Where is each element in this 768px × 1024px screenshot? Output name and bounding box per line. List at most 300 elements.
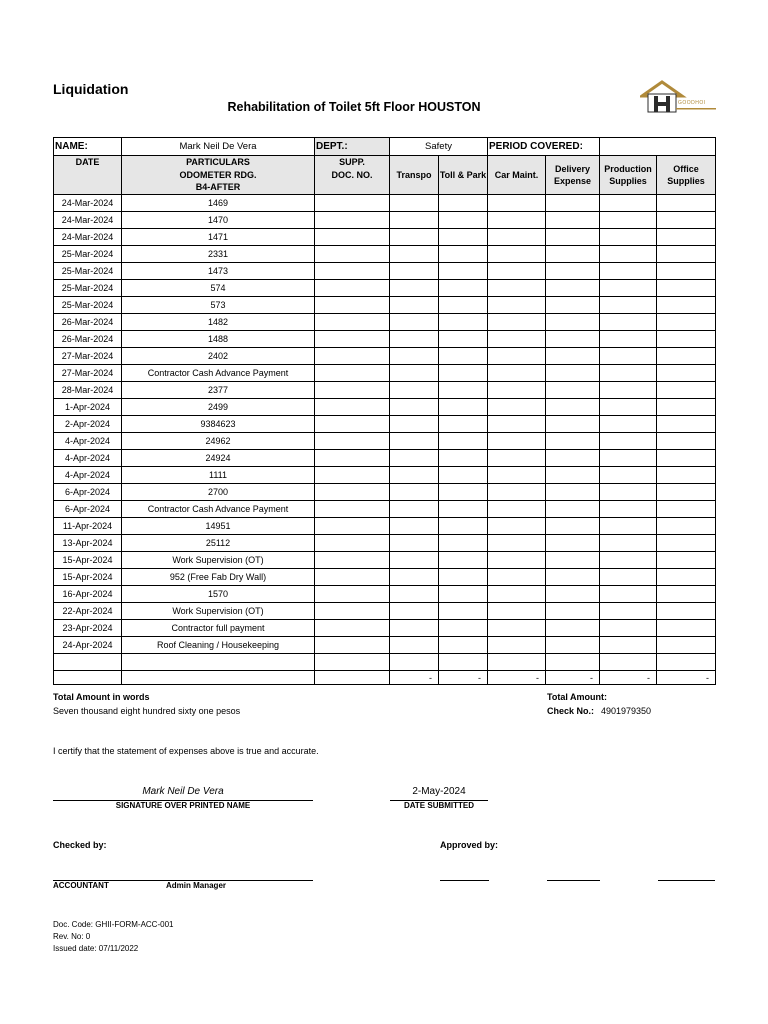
approval-line-3	[658, 880, 715, 881]
row-empty-cell	[315, 569, 390, 586]
row-particulars: 1570	[122, 586, 315, 603]
row-empty-cell	[600, 467, 657, 484]
row-empty-cell	[546, 365, 600, 382]
row-empty-cell	[657, 297, 716, 314]
row-empty-cell	[488, 654, 546, 671]
row-date: 27-Mar-2024	[54, 348, 122, 365]
row-date: 2-Apr-2024	[54, 416, 122, 433]
table-row	[54, 246, 716, 263]
row-empty-cell	[600, 331, 657, 348]
row-empty-cell	[657, 586, 716, 603]
row-empty-cell	[600, 382, 657, 399]
row-empty-cell	[439, 314, 488, 331]
row-empty-cell	[546, 263, 600, 280]
row-particulars: Work Supervision (OT)	[122, 603, 315, 620]
row-empty-cell	[546, 348, 600, 365]
row-empty-cell	[600, 569, 657, 586]
table-row	[54, 399, 716, 416]
row-empty-cell	[315, 229, 390, 246]
row-date: 16-Apr-2024	[54, 586, 122, 603]
row-empty-cell	[657, 212, 716, 229]
col-transpo-text: Transpo	[396, 169, 432, 180]
row-empty-cell	[657, 382, 716, 399]
row-empty-cell	[546, 195, 600, 212]
table-row	[54, 552, 716, 569]
row-particulars: 1482	[122, 314, 315, 331]
table-row	[54, 348, 716, 365]
row-empty-cell	[439, 535, 488, 552]
row-empty-cell	[600, 365, 657, 382]
row-empty-cell	[546, 620, 600, 637]
row-empty-cell	[488, 484, 546, 501]
row-empty-cell	[439, 637, 488, 654]
row-empty-cell	[600, 535, 657, 552]
row-empty-cell	[657, 450, 716, 467]
row-empty-cell	[546, 280, 600, 297]
rev-no: Rev. No: 0	[53, 932, 91, 941]
table-row	[54, 484, 716, 501]
row-empty-cell	[488, 501, 546, 518]
row-empty-cell	[546, 382, 600, 399]
table-row	[54, 263, 716, 280]
row-empty-cell	[546, 586, 600, 603]
row-empty-cell	[546, 331, 600, 348]
row-empty-cell	[390, 433, 439, 450]
row-particulars: Roof Cleaning / Housekeeping	[122, 637, 315, 654]
logo-text: GOODHOI	[678, 100, 706, 106]
row-date: 22-Apr-2024	[54, 603, 122, 620]
row-empty-cell	[657, 331, 716, 348]
row-date: 25-Mar-2024	[54, 246, 122, 263]
row-particulars: 952 (Free Fab Dry Wall)	[122, 569, 315, 586]
col-car-text: Car Maint.	[494, 169, 539, 180]
table-row	[54, 637, 716, 654]
row-empty-cell	[315, 433, 390, 450]
row-empty-cell	[488, 229, 546, 246]
table-row	[54, 229, 716, 246]
row-empty-cell	[600, 195, 657, 212]
row-empty-cell	[315, 450, 390, 467]
row-empty-cell	[390, 654, 439, 671]
row-empty-cell	[315, 467, 390, 484]
row-empty-cell	[315, 297, 390, 314]
row-empty-cell	[600, 229, 657, 246]
row-empty-cell	[488, 297, 546, 314]
row-empty-cell	[390, 280, 439, 297]
row-empty-cell	[315, 603, 390, 620]
row-empty-cell	[390, 212, 439, 229]
row-empty-cell	[439, 467, 488, 484]
row-empty-cell	[315, 331, 390, 348]
row-empty-cell	[439, 365, 488, 382]
col-toll-text: Toll & Park	[439, 169, 487, 180]
row-empty-cell	[546, 416, 600, 433]
row-date: 26-Mar-2024	[54, 314, 122, 331]
row-empty-cell	[390, 263, 439, 280]
row-empty-cell	[390, 195, 439, 212]
admin-manager-label: Admin Manager	[166, 881, 227, 890]
row-empty-cell	[600, 654, 657, 671]
row-empty-cell	[439, 348, 488, 365]
row-empty-cell	[600, 552, 657, 569]
row-empty-cell	[488, 246, 546, 263]
row-date: 28-Mar-2024	[54, 382, 122, 399]
row-date: 25-Mar-2024	[54, 263, 122, 280]
row-particulars: Contractor Cash Advance Payment	[122, 365, 315, 382]
col-particulars-line1: PARTICULARS	[186, 157, 250, 167]
row-empty-cell	[657, 467, 716, 484]
col-supp-line1: SUPP.	[339, 157, 365, 167]
row-particulars: 2700	[122, 484, 315, 501]
row-particulars	[122, 654, 315, 671]
row-empty-cell	[488, 365, 546, 382]
total-production: -	[600, 671, 657, 685]
col-office-supplies	[657, 156, 716, 195]
row-empty-cell	[600, 348, 657, 365]
row-date: 24-Mar-2024	[54, 229, 122, 246]
row-empty-cell	[390, 603, 439, 620]
col-date-text: DATE	[75, 157, 100, 167]
row-empty-cell	[600, 637, 657, 654]
table-row	[54, 535, 716, 552]
row-empty-cell	[657, 552, 716, 569]
row-empty-cell	[600, 399, 657, 416]
row-particulars: 574	[122, 280, 315, 297]
table-row	[54, 654, 716, 671]
document-title: Liquidation	[53, 81, 129, 97]
row-particulars: 25112	[122, 535, 315, 552]
row-empty-cell	[315, 365, 390, 382]
date-submitted-label: DATE SUBMITTED	[403, 801, 475, 810]
row-empty-cell	[390, 467, 439, 484]
table-row	[54, 569, 716, 586]
table-row	[54, 433, 716, 450]
row-empty-cell	[439, 501, 488, 518]
row-empty-cell	[546, 433, 600, 450]
row-particulars: 1469	[122, 195, 315, 212]
row-empty-cell	[315, 314, 390, 331]
totals-blank-particulars	[122, 671, 315, 685]
name-value: Mark Neil De Vera	[122, 138, 315, 156]
row-empty-cell	[657, 484, 716, 501]
row-particulars: 2331	[122, 246, 315, 263]
row-empty-cell	[546, 501, 600, 518]
table-row	[54, 212, 716, 229]
total-office: -	[657, 671, 716, 685]
row-empty-cell	[315, 246, 390, 263]
row-empty-cell	[546, 450, 600, 467]
row-empty-cell	[546, 535, 600, 552]
row-empty-cell	[488, 586, 546, 603]
row-empty-cell	[390, 450, 439, 467]
expense-rows	[54, 195, 716, 671]
row-empty-cell	[600, 263, 657, 280]
row-empty-cell	[488, 263, 546, 280]
row-empty-cell	[488, 314, 546, 331]
row-empty-cell	[600, 212, 657, 229]
approval-line-2	[547, 880, 600, 881]
col-particulars	[122, 156, 315, 195]
row-empty-cell	[390, 297, 439, 314]
row-empty-cell	[390, 518, 439, 535]
row-empty-cell	[600, 586, 657, 603]
row-empty-cell	[488, 620, 546, 637]
row-empty-cell	[657, 535, 716, 552]
row-date	[54, 654, 122, 671]
row-empty-cell	[657, 416, 716, 433]
row-empty-cell	[315, 212, 390, 229]
row-empty-cell	[546, 484, 600, 501]
row-empty-cell	[488, 416, 546, 433]
col-office-line2: Supplies	[667, 176, 705, 186]
table-row	[54, 280, 716, 297]
row-date: 11-Apr-2024	[54, 518, 122, 535]
row-empty-cell	[657, 314, 716, 331]
col-supp-line2: DOC. NO.	[331, 169, 373, 180]
col-production-supplies	[600, 156, 657, 195]
row-empty-cell	[488, 433, 546, 450]
liquidation-table	[53, 137, 716, 685]
doc-code: Doc. Code: GHII-FORM-ACC-001	[53, 920, 174, 929]
table-row	[54, 450, 716, 467]
col-car-maint	[488, 156, 546, 195]
row-empty-cell	[439, 450, 488, 467]
row-empty-cell	[439, 569, 488, 586]
col-date	[54, 156, 122, 195]
col-particulars-line2: ODOMETER RDG.	[179, 169, 257, 180]
row-date: 23-Apr-2024	[54, 620, 122, 637]
row-date: 25-Mar-2024	[54, 280, 122, 297]
company-logo	[640, 78, 718, 114]
row-empty-cell	[657, 654, 716, 671]
row-empty-cell	[390, 535, 439, 552]
row-empty-cell	[315, 416, 390, 433]
row-date: 4-Apr-2024	[54, 467, 122, 484]
row-empty-cell	[546, 297, 600, 314]
row-empty-cell	[488, 535, 546, 552]
row-date: 6-Apr-2024	[54, 484, 122, 501]
row-empty-cell	[657, 246, 716, 263]
accountant-label: ACCOUNTANT	[53, 881, 109, 890]
row-empty-cell	[600, 501, 657, 518]
table-row	[54, 620, 716, 637]
row-date: 13-Apr-2024	[54, 535, 122, 552]
row-empty-cell	[439, 280, 488, 297]
row-empty-cell	[657, 229, 716, 246]
row-empty-cell	[546, 467, 600, 484]
issued-date: Issued date: 07/11/2022	[53, 944, 139, 953]
check-no-label: Check No.:	[547, 706, 595, 716]
row-empty-cell	[315, 637, 390, 654]
table-row	[54, 195, 716, 212]
row-empty-cell	[315, 382, 390, 399]
name-label: NAME:	[54, 138, 122, 156]
col-office-line1: Office	[673, 163, 699, 174]
total-car: -	[488, 671, 546, 685]
row-empty-cell	[439, 603, 488, 620]
checked-by-label: Checked by:	[53, 840, 107, 850]
row-empty-cell	[315, 654, 390, 671]
row-particulars: 9384623	[122, 416, 315, 433]
date-submitted-value: 2-May-2024	[412, 786, 466, 797]
row-date: 24-Apr-2024	[54, 637, 122, 654]
row-empty-cell	[315, 620, 390, 637]
row-empty-cell	[390, 552, 439, 569]
row-empty-cell	[657, 501, 716, 518]
row-empty-cell	[439, 586, 488, 603]
row-empty-cell	[546, 212, 600, 229]
total-toll: -	[439, 671, 488, 685]
row-empty-cell	[600, 450, 657, 467]
row-empty-cell	[390, 314, 439, 331]
row-empty-cell	[315, 535, 390, 552]
row-empty-cell	[439, 331, 488, 348]
dept-label: DEPT.:	[315, 138, 390, 156]
row-empty-cell	[315, 586, 390, 603]
total-transpo: -	[390, 671, 439, 685]
row-empty-cell	[488, 467, 546, 484]
row-empty-cell	[546, 229, 600, 246]
row-empty-cell	[488, 348, 546, 365]
row-particulars: Contractor full payment	[122, 620, 315, 637]
row-empty-cell	[390, 569, 439, 586]
row-empty-cell	[439, 212, 488, 229]
col-delivery-line1: Delivery	[554, 163, 591, 174]
col-transpo	[390, 156, 439, 195]
amount-words-label: Total Amount in words	[53, 692, 150, 702]
row-empty-cell	[657, 620, 716, 637]
row-date: 27-Mar-2024	[54, 365, 122, 382]
row-particulars: 2402	[122, 348, 315, 365]
table-row	[54, 365, 716, 382]
row-empty-cell	[657, 433, 716, 450]
row-empty-cell	[546, 314, 600, 331]
signature-label: SIGNATURE OVER PRINTED NAME	[115, 801, 251, 810]
row-empty-cell	[315, 280, 390, 297]
row-particulars: Work Supervision (OT)	[122, 552, 315, 569]
row-empty-cell	[657, 569, 716, 586]
row-empty-cell	[488, 382, 546, 399]
totals-blank-supp	[315, 671, 390, 685]
certification-text: I certify that the statement of expenses above is true and accurate.	[53, 746, 319, 756]
subtitle-text: Rehabilitation of Toilet 5ft Floor HOUSTON	[227, 100, 481, 114]
row-particulars: 1488	[122, 331, 315, 348]
approval-line-1	[440, 880, 489, 881]
totals-blank-date	[54, 671, 122, 685]
row-empty-cell	[315, 501, 390, 518]
row-empty-cell	[390, 586, 439, 603]
row-empty-cell	[439, 263, 488, 280]
row-particulars: 2377	[122, 382, 315, 399]
row-date: 15-Apr-2024	[54, 552, 122, 569]
row-empty-cell	[439, 552, 488, 569]
row-empty-cell	[315, 518, 390, 535]
col-delivery-expense	[546, 156, 600, 195]
table-row	[54, 501, 716, 518]
row-empty-cell	[546, 246, 600, 263]
table-row	[54, 518, 716, 535]
row-empty-cell	[315, 263, 390, 280]
row-empty-cell	[657, 399, 716, 416]
row-empty-cell	[488, 552, 546, 569]
row-empty-cell	[546, 569, 600, 586]
row-empty-cell	[488, 637, 546, 654]
row-date: 15-Apr-2024	[54, 569, 122, 586]
row-empty-cell	[600, 297, 657, 314]
row-empty-cell	[657, 603, 716, 620]
column-header-row	[54, 156, 716, 195]
row-empty-cell	[439, 246, 488, 263]
row-empty-cell	[546, 654, 600, 671]
row-date: 26-Mar-2024	[54, 331, 122, 348]
row-empty-cell	[315, 484, 390, 501]
row-particulars: 2499	[122, 399, 315, 416]
row-empty-cell	[315, 195, 390, 212]
row-date: 25-Mar-2024	[54, 297, 122, 314]
row-particulars: 1473	[122, 263, 315, 280]
row-empty-cell	[315, 552, 390, 569]
table-row	[54, 467, 716, 484]
row-empty-cell	[488, 569, 546, 586]
row-empty-cell	[390, 229, 439, 246]
row-empty-cell	[390, 365, 439, 382]
row-empty-cell	[546, 637, 600, 654]
row-empty-cell	[600, 484, 657, 501]
row-empty-cell	[315, 348, 390, 365]
row-empty-cell	[439, 620, 488, 637]
row-empty-cell	[600, 603, 657, 620]
row-particulars: 573	[122, 297, 315, 314]
row-empty-cell	[390, 501, 439, 518]
dept-value: Safety	[390, 138, 488, 156]
row-empty-cell	[390, 348, 439, 365]
period-label: PERIOD COVERED:	[488, 138, 600, 156]
row-empty-cell	[488, 399, 546, 416]
row-date: 4-Apr-2024	[54, 450, 122, 467]
table-row	[54, 314, 716, 331]
row-empty-cell	[439, 195, 488, 212]
row-empty-cell	[488, 450, 546, 467]
row-empty-cell	[600, 416, 657, 433]
row-particulars: 1470	[122, 212, 315, 229]
row-empty-cell	[657, 637, 716, 654]
row-empty-cell	[390, 620, 439, 637]
row-empty-cell	[390, 637, 439, 654]
col-supp-doc	[315, 156, 390, 195]
table-row	[54, 382, 716, 399]
row-empty-cell	[488, 603, 546, 620]
row-particulars: 24924	[122, 450, 315, 467]
row-empty-cell	[657, 365, 716, 382]
col-production-line2: Supplies	[609, 176, 647, 186]
row-particulars: 24962	[122, 433, 315, 450]
row-empty-cell	[600, 280, 657, 297]
row-empty-cell	[488, 331, 546, 348]
row-empty-cell	[600, 518, 657, 535]
table-row	[54, 297, 716, 314]
row-date: 24-Mar-2024	[54, 195, 122, 212]
row-empty-cell	[546, 518, 600, 535]
row-empty-cell	[390, 382, 439, 399]
total-delivery: -	[546, 671, 600, 685]
row-empty-cell	[600, 246, 657, 263]
row-empty-cell	[657, 518, 716, 535]
row-date: 6-Apr-2024	[54, 501, 122, 518]
row-empty-cell	[439, 654, 488, 671]
row-empty-cell	[439, 229, 488, 246]
row-empty-cell	[657, 280, 716, 297]
row-particulars: Contractor Cash Advance Payment	[122, 501, 315, 518]
